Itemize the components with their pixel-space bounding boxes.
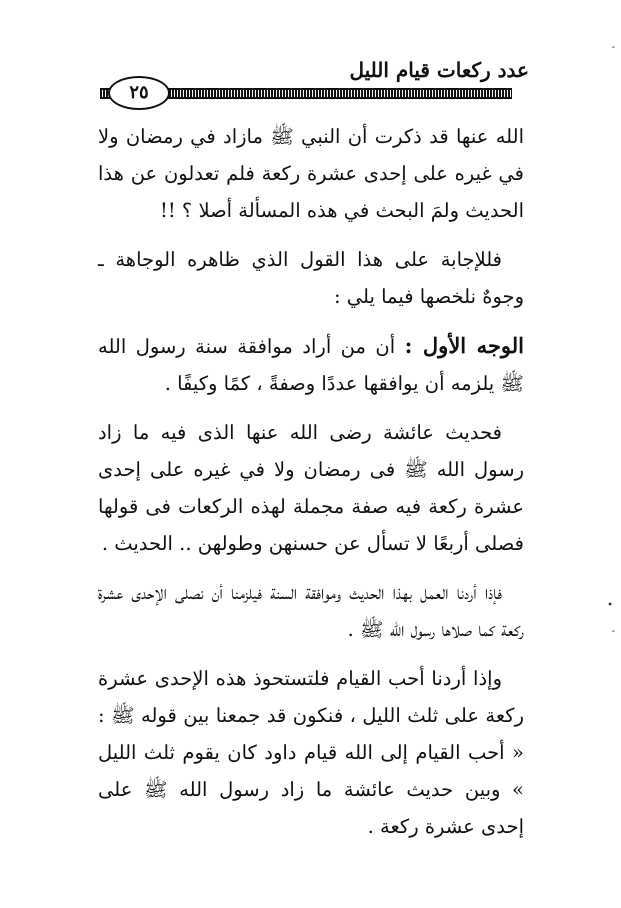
paragraph-3	[98, 327, 524, 402]
paragraph-6: وإذا أردنا أحب القيام فلتستحوذ هذه الإحدى عشرة ركعة على ثلث الليل ، فنكون قد جمعنا بين قوله ﷺ : « أحب القيام إلى الله قيام داود كان يقوم ثلث الليل » وبين حديث عائشة ما زاد رسول الله ﷺ على إحدى عشرة ركعة .	[98, 667, 524, 838]
paragraph-5: فإذا أردنا العمل بهذا الحديث وموافقة السنة فيلزمنا أن نصلى الإحدى عشرة ركعة كما صلاها رسول الله ﷺ .	[98, 581, 524, 641]
paragraph-4: فحديث عائشة رضى الله عنها الذى فيه ما زاد رسول الله ﷺ فى رمضان ولا في غيره على إحدى عشرة ركعة فيه صفة مجملة لهذه الركعات فى قولها فصلى أربعًا لا تسأل عن حسنهن وطولهن .. الحديث .	[98, 421, 524, 555]
margin-mark-top: -	[611, 42, 615, 53]
section-heading: الوجه الأول :	[404, 333, 525, 358]
page-number: ٢٥	[108, 76, 170, 110]
running-header-title: عدد ركعات قيام الليل	[349, 58, 529, 82]
margin-mark-middle: •	[607, 600, 613, 611]
paragraph-3-text: أن من أراد موافقة سنة رسول الله ﷺ يلزمه أن يوافقها عددًا وصفةً ، كمًا وكيفًا .	[98, 335, 524, 395]
body-text	[98, 118, 524, 857]
paragraph-2: فللإجابة على هذا القول الذي ظاهره الوجاهة ـ وجوهٌ نلخصها فيما يلي :	[98, 248, 524, 308]
paragraph-1: الله عنها قد ذكرت أن النبي ﷺ مازاد في رمضان ولا في غيره على إحدى عشرة ركعة فلم تعدلون عن هذا الحديث ولمَ البحث في هذه المسألة أصلا ؟ !!	[98, 125, 524, 222]
margin-mark-lower: -	[611, 626, 615, 637]
